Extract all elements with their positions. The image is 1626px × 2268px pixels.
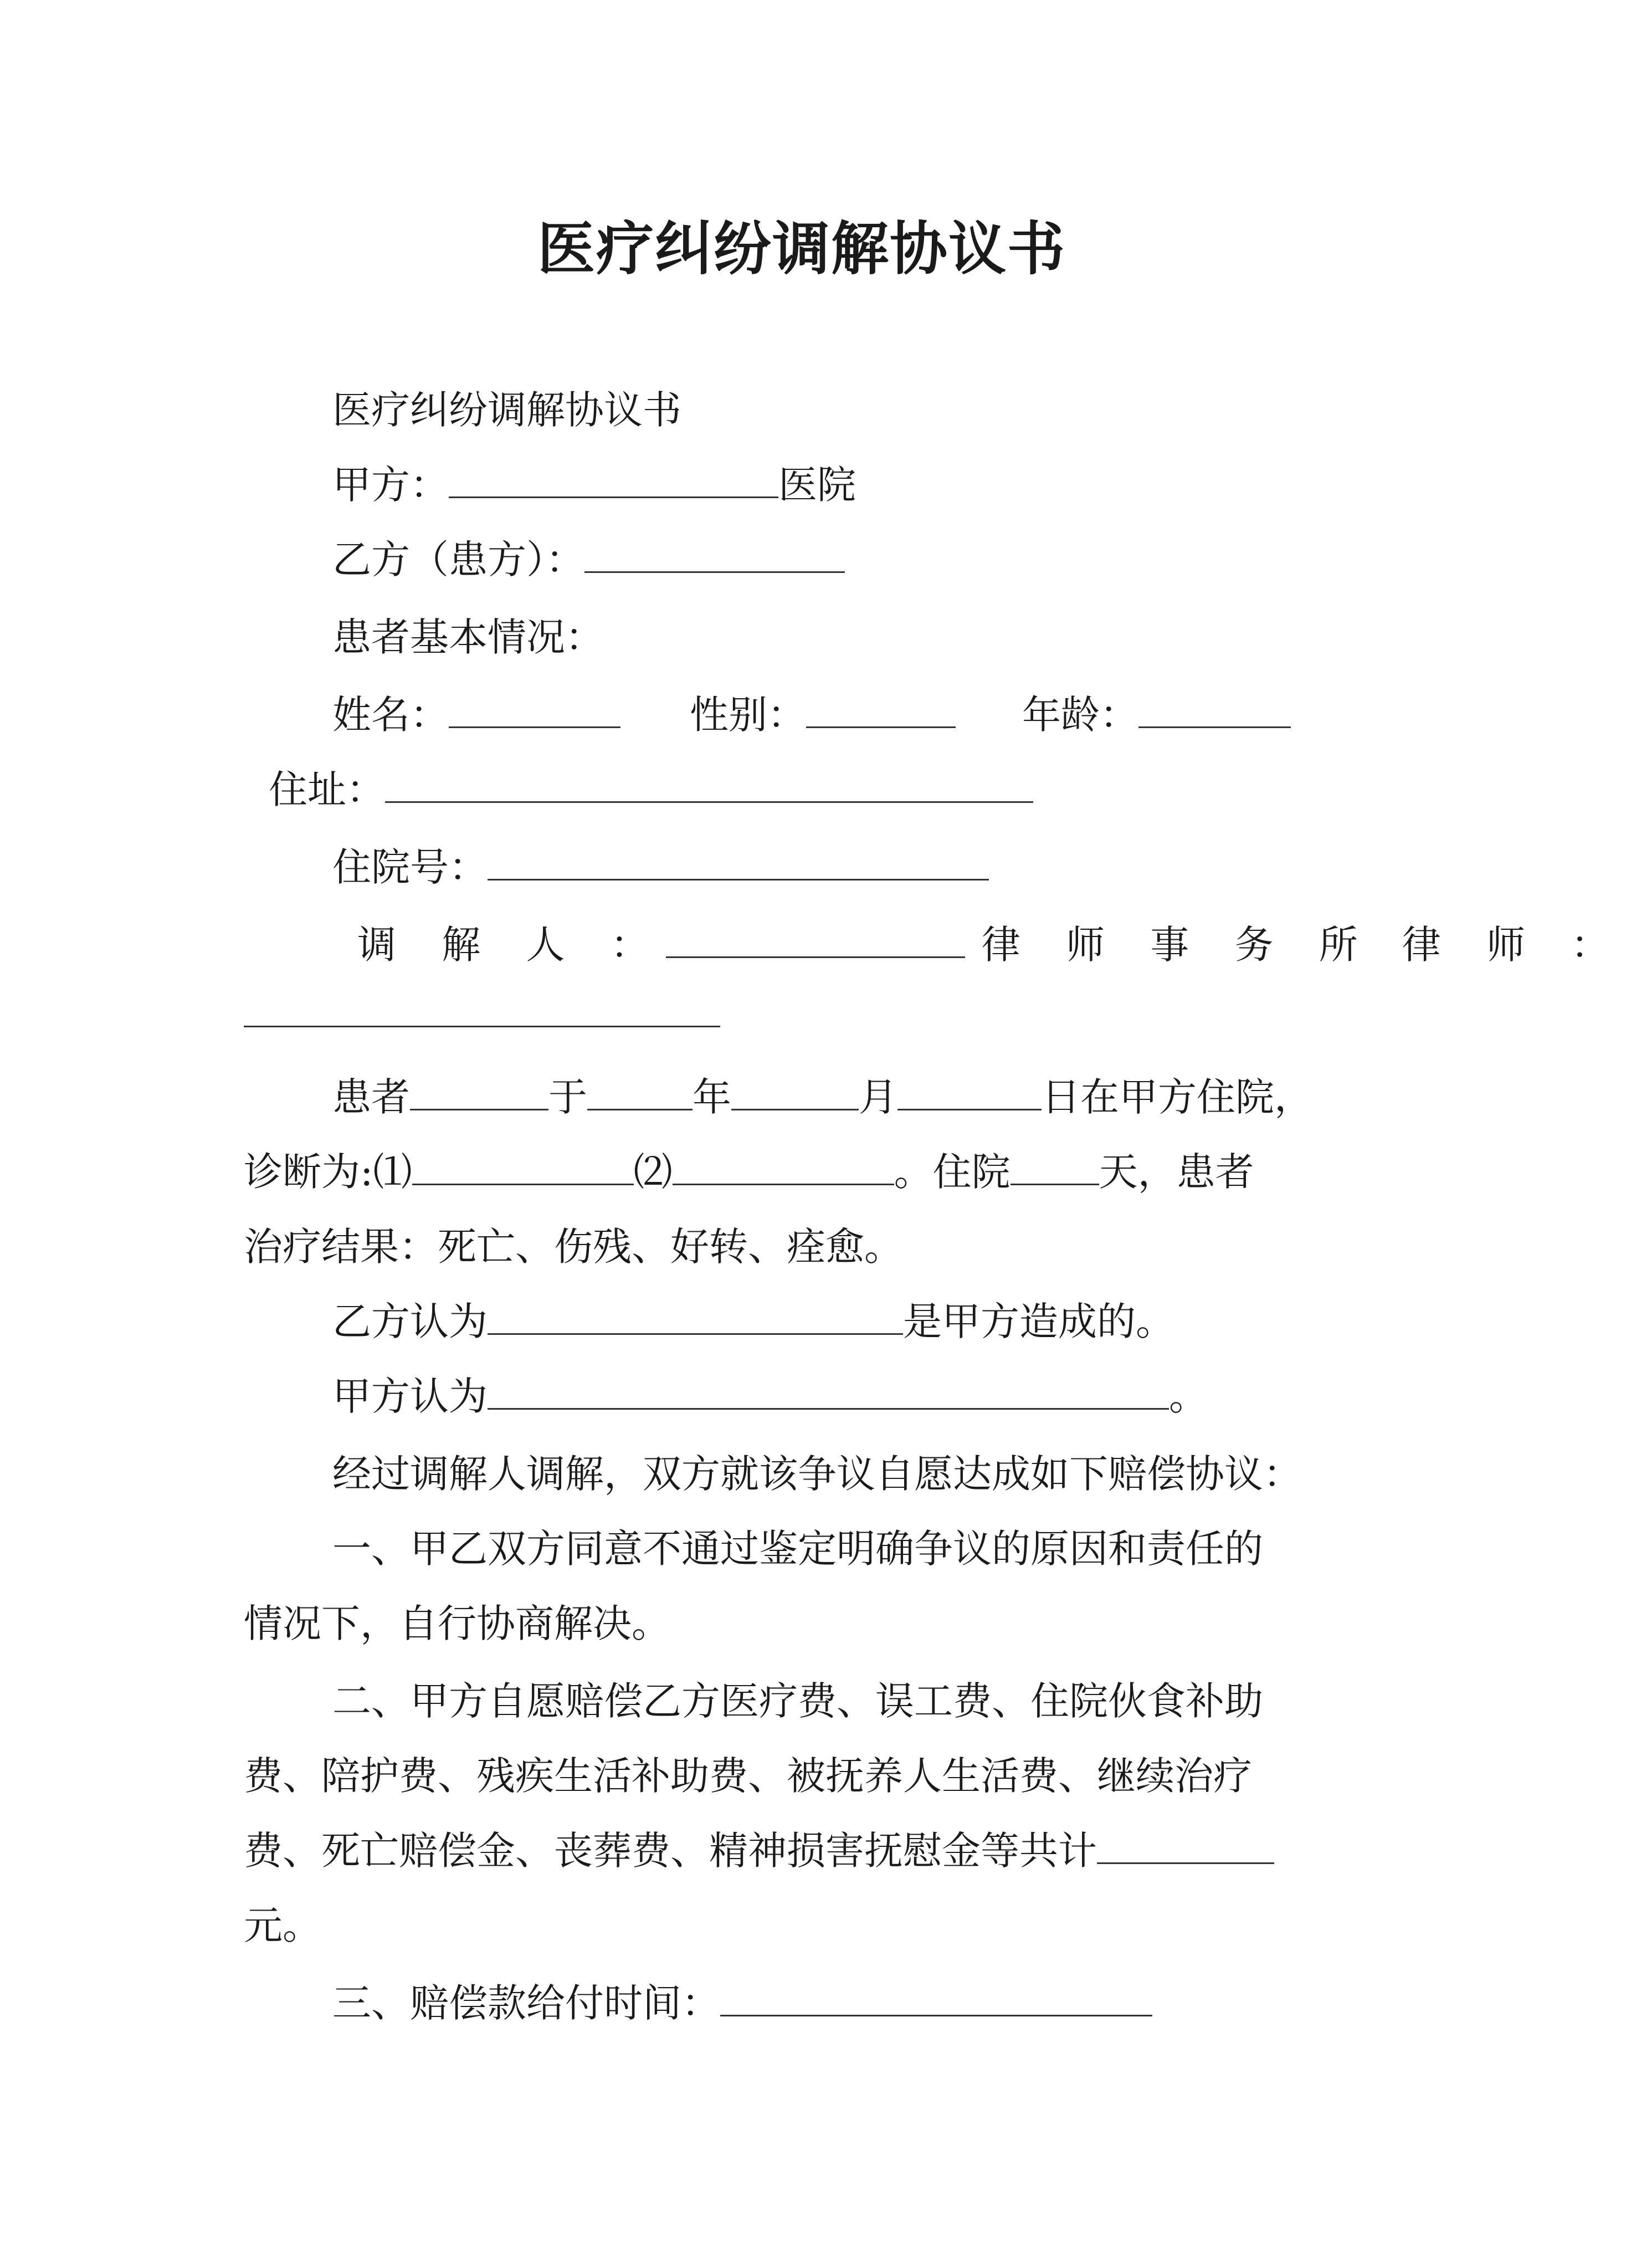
address-label: 住址：	[269, 767, 385, 812]
treatment-result: 治疗结果：死亡、伤残、好转、痊愈。	[244, 1224, 903, 1269]
party-b-line	[332, 532, 845, 587]
clause-2-line-2: 费、陪护费、残疾生活补助费、被抚养人生活费、继续治疗	[244, 1753, 1252, 1799]
clause-3-label: 三、赔偿款给付时间：	[332, 1980, 720, 2026]
mediator-line	[357, 917, 1626, 972]
party-a-label: 甲方：	[332, 462, 449, 508]
clause-3-line	[332, 1975, 1152, 2031]
agreement-intro: 经过调解人调解，双方就该争议自愿达成如下赔偿协议：	[332, 1451, 1302, 1497]
diagnosis-1-blank[interactable]	[412, 1149, 634, 1185]
name-blank[interactable]	[449, 692, 620, 728]
clause-2-line-1: 二、甲方自愿赔偿乙方医疗费、误工费、住院伙食补助	[332, 1678, 1263, 1724]
admission-number-blank[interactable]	[488, 844, 989, 880]
clause-2-line-3	[244, 1823, 1274, 1878]
mediator-blank[interactable]	[666, 922, 965, 958]
age-label: 年龄：	[1022, 692, 1138, 738]
law-firm-label: 律 师 事 务 所	[981, 922, 1374, 967]
opinion-a-line	[332, 1369, 1208, 1424]
opinion-b-blank[interactable]	[488, 1299, 903, 1335]
diagnosis-line	[244, 1144, 1254, 1200]
hospital-stay-label: 。住院	[894, 1149, 1011, 1195]
address-line	[269, 762, 1033, 817]
opinion-a-blank[interactable]	[488, 1374, 1169, 1410]
days-text: 天，患者	[1099, 1149, 1254, 1195]
days-blank[interactable]	[1011, 1149, 1099, 1185]
diagnosis-1-label: 诊断为:⑴	[244, 1149, 412, 1195]
party-b-blank[interactable]	[584, 537, 845, 573]
document-title: 医疗纠纷调解协议书	[537, 214, 1066, 283]
gender-label: 性别：	[690, 692, 806, 738]
opinion-a-suffix: 。	[1169, 1374, 1208, 1419]
party-a-suffix: 医院	[778, 462, 856, 508]
opinion-b-suffix: 是甲方造成的。	[903, 1299, 1174, 1344]
patient-info-heading: 患者基本情况：	[332, 615, 604, 660]
subtitle: 医疗纠纷调解协议书	[332, 387, 681, 433]
lawyer-blank[interactable]	[244, 991, 720, 1027]
opinion-b-prefix: 乙方认为	[332, 1299, 488, 1344]
admission-date-line	[332, 1069, 1313, 1125]
day-blank[interactable]	[897, 1074, 1042, 1110]
diagnosis-2-blank[interactable]	[673, 1149, 894, 1185]
clause-1-line-2: 情况下，自行协商解决。	[244, 1601, 670, 1646]
month-text: 月	[859, 1074, 897, 1120]
month-blank[interactable]	[731, 1074, 859, 1110]
year-blank[interactable]	[587, 1074, 693, 1110]
opinion-a-prefix: 甲方认为	[332, 1374, 488, 1419]
opinion-b-line	[332, 1294, 1174, 1349]
party-a-line	[332, 457, 856, 513]
clause-2-line-4: 元。	[244, 1903, 321, 1948]
admission-number-line	[332, 839, 989, 895]
patient-text: 患者	[332, 1074, 410, 1120]
lawyer-label: 律 师 ：	[1402, 922, 1626, 967]
clause-1-line-1: 一、甲乙双方同意不通过鉴定明确争议的原因和责任的	[332, 1526, 1263, 1571]
clause-2-line-3-text: 费、死亡赔偿金、丧葬费、精神损害抚慰金等共计	[244, 1828, 1097, 1873]
gender-blank[interactable]	[806, 692, 956, 728]
admission-number-label: 住院号：	[332, 844, 488, 890]
name-label: 姓名：	[332, 692, 449, 738]
address-blank[interactable]	[385, 767, 1033, 803]
party-b-label: 乙方（患方）：	[332, 537, 584, 582]
patient-name-gender-age-line	[332, 687, 1291, 743]
age-blank[interactable]	[1138, 692, 1291, 728]
patient-blank[interactable]	[410, 1074, 548, 1110]
mediator-label: 调 解 人 ：	[357, 922, 666, 967]
lawyer-blank-line	[244, 986, 720, 1042]
party-a-blank[interactable]	[449, 462, 778, 498]
at-text: 于	[548, 1074, 587, 1120]
payment-time-blank[interactable]	[720, 1980, 1152, 2016]
year-text: 年	[693, 1074, 731, 1120]
day-text: 日在甲方住院，	[1042, 1074, 1313, 1120]
diagnosis-2-label: ⑵	[633, 1149, 673, 1195]
total-amount-blank[interactable]	[1097, 1828, 1274, 1864]
